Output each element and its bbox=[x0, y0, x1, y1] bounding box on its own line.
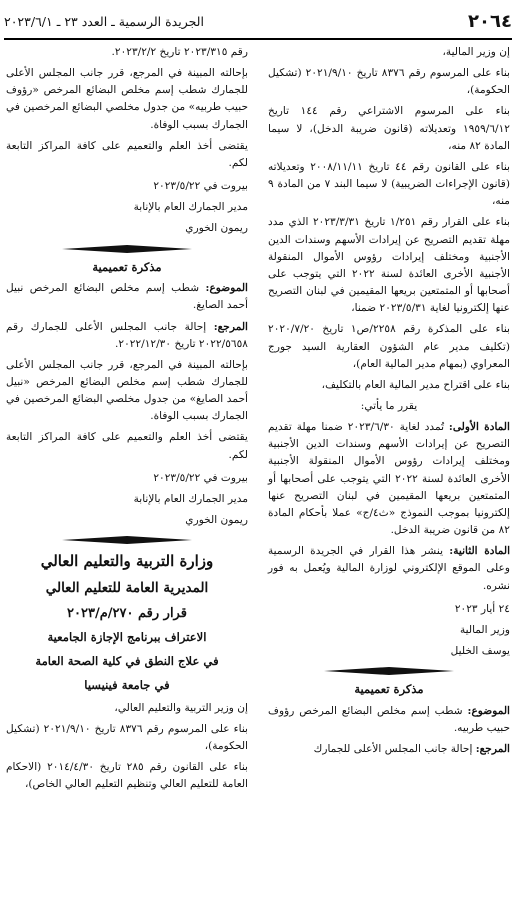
subject-text: شطب إسم مخلص البضائع المرخص نبيل أحمد الصايغ. bbox=[6, 282, 248, 312]
signatory-title: مدير الجمارك العام بالإنابة bbox=[133, 201, 248, 214]
paragraph: بإحالته المبينة في المرجع، قرر جانب المجلس الأعلى للجمارك شطب إسم مخلص البضائع المرخص «نبيل أحمد الصايغ» من جدول مخلصي البضائع المرخصين في الجمارك بسبب الوفاة. bbox=[6, 358, 248, 423]
memo-subject bbox=[6, 280, 248, 314]
signatory-name: ريمون الخوري bbox=[185, 514, 248, 527]
memo-title: مذكرة تعميمية bbox=[354, 682, 424, 697]
decision-date: ٢٤ أيار ٢٠٢٣ bbox=[454, 602, 510, 615]
page-header bbox=[4, 8, 512, 34]
paragraph: رقم ٢٠٢٣/٣١٥ تاريخ ٢٠٢٣/٢/٢. bbox=[111, 46, 248, 58]
section-divider bbox=[6, 533, 248, 547]
reference-label: المرجع: bbox=[213, 320, 248, 333]
reference-text: إحالة جانب المجلس الأعلى للجمارك رقم ٢٠٢٢/٥٦٥٨ تاريخ ٢٠٢٢/١٢/٣٠. bbox=[6, 320, 248, 350]
memo-date: بيروت في ٢٠٢٣/٥/٢٢ bbox=[153, 471, 248, 484]
header-rule bbox=[4, 38, 512, 40]
department-title: المديرية العامة للتعليم العالي bbox=[45, 579, 209, 596]
paragraph: بناء على المرسوم رقم ٨٣٧٦ تاريخ ٢٠٢١/٩/١٠ (تشكيل الحكومة)، bbox=[268, 67, 510, 97]
memo-title: مذكرة تعميمية bbox=[92, 259, 162, 274]
memo-date: بيروت في ٢٠٢٣/٥/٢٢ bbox=[153, 180, 248, 193]
decision-subject: الاعتراف ببرنامج الإجازة الجامعية bbox=[47, 630, 207, 645]
paragraph: يقتضى أخذ العلم والتعميم على كافة المراكز التابعة لكم. bbox=[6, 139, 248, 169]
decision-subject: في جامعة فينيسيا bbox=[84, 677, 170, 692]
section-divider bbox=[268, 664, 510, 678]
paragraph: بناء على المرسوم رقم ٨٣٧٦ تاريخ ٢٠٢١/٩/١٠ (تشكيل الحكومة)، bbox=[6, 722, 248, 752]
article-1 bbox=[268, 419, 510, 539]
reference-text: إحالة جانب المجلس الأعلى للجمارك bbox=[313, 743, 476, 756]
memo-reference bbox=[6, 319, 248, 353]
left-column bbox=[6, 44, 248, 797]
signatory-name: يوسف الخليل bbox=[450, 645, 510, 657]
memo-subject bbox=[268, 703, 510, 737]
reference-label: المرجع: bbox=[475, 743, 510, 756]
paragraph: بناء على اقتراح مدير المالية العام بالتكليف، bbox=[321, 378, 510, 391]
decision-number: قرار رقم ٢٧٠/م/٢٠٢٣ bbox=[67, 606, 187, 622]
signatory-title: مدير الجمارك العام بالإنابة bbox=[133, 492, 248, 505]
article-1-label: المادة الأولى: bbox=[448, 421, 510, 434]
article-2 bbox=[268, 543, 510, 594]
ministry-title: وزارة التربية والتعليم العالي bbox=[40, 552, 214, 571]
paragraph: بناء على المرسوم الاشتراعي رقم ١٤٤ تاريخ ١٩٥٩/٦/١٢ وتعديلاته (قانون ضريبة الدخل)، لا سيما المادة ٨٢ منه، bbox=[268, 105, 510, 152]
signatory-title: وزير المالية bbox=[459, 623, 510, 636]
paragraph: بناء على القانون رقم ٤٤ تاريخ ٢٠٠٨/١١/١١ وتعديلاته (قانون الإجراءات الضريبية) لا سيما البند ٧ من المادة ٩ منه، bbox=[268, 160, 510, 208]
paragraph: بناء على المذكرة رقم ٢٢٥٨/ص١ تاريخ ٢٠٢٠/٧/٢٠ (تكليف مدير عام الشؤون العقارية السيد جورج المعراوي (بمهام مدير المالية العام)، bbox=[268, 323, 510, 370]
paragraph: يقتضى أخذ العلم والتعميم على كافة المراكز التابعة لكم. bbox=[6, 431, 248, 461]
memo-reference bbox=[268, 741, 510, 758]
paragraph: بناء على القانون رقم ٢٨٥ تاريخ ٢٠١٤/٤/٣٠ (الاحكام العامة للتعليم العالي وتنظيم التعليم العالي الخاص)، bbox=[6, 761, 248, 791]
subject-text: شطب إسم مخلص البضائع المرخص رؤوف حبيب طربيه. bbox=[268, 704, 510, 734]
subject-label: الموضوع: bbox=[467, 704, 510, 717]
page-number: ٢٠٦٤ bbox=[468, 10, 512, 32]
article-2-text: ينشر هذا القرار في الجريدة الرسمية وعلى الموقع الإلكتروني لوزارة المالية ويُعمل به فور نشره. bbox=[268, 545, 510, 592]
right-column bbox=[268, 44, 510, 762]
paragraph: إن وزير المالية، bbox=[442, 46, 510, 58]
decides-line: يقرر ما يأتي: bbox=[360, 399, 418, 412]
gazette-title: الجريدة الرسمية ـ العدد ٢٣ ـ ٢٠٢٣/٦/١ bbox=[4, 13, 204, 29]
paragraph: بناء على القرار رقم ١/٢٥١ تاريخ ٢٠٢٣/٣/٣١ الذي مدد مهلة تقديم التصريح عن إيرادات الأسهم وسندات الدين الأجنبية ومختلف إيرادات رؤوس الأموال المنقولة الأجنبية الأخرى العائدة لسنة ٢٠٢٢ التي يتوجب على أصحابها أو المتمتعين بريعها المقيمين في لبنان التصريح عنها إلكترونيا لغاية ٢٠٢٣/٥/٣١ ضمنا، bbox=[268, 216, 511, 315]
section-divider bbox=[6, 242, 248, 256]
article-1-text: تُمدد لغاية ٢٠٢٣/٦/٣٠ ضمنا مهلة تقديم التصريح عن إيرادات الأسهم وسندات الدين الأجنبية ومختلف إيرادات رؤوس الأموال المنقولة الأجنبية الأخرى العائدة لسنة ٢٠٢٢ التي يتوجب على أصحابها أو المتمتعين بريعها المقيمين في لبنان التصريح عنها إلكترونيا بموجب النموذج «ث٤/ج» عملا بأحكام المادة ٨٢ من قانون ضريبة الدخل. bbox=[268, 421, 510, 537]
paragraph: بإحالته المبينة في المرجع، قرر جانب المجلس الأعلى للجمارك شطب إسم مخلص البضائع المرخص «رؤوف حبيب طربيه» من جدول مخلصي البضائع المرخصين في الجمارك بسبب الوفاة. bbox=[6, 67, 248, 131]
subject-label: الموضوع: bbox=[205, 282, 248, 295]
signatory-name: ريمون الخوري bbox=[185, 222, 248, 235]
article-2-label: المادة الثانية: bbox=[449, 545, 511, 558]
decision-subject: في علاج النطق في كلية الصحة العامة bbox=[35, 654, 219, 669]
paragraph: إن وزير التربية والتعليم العالي، bbox=[114, 701, 248, 714]
